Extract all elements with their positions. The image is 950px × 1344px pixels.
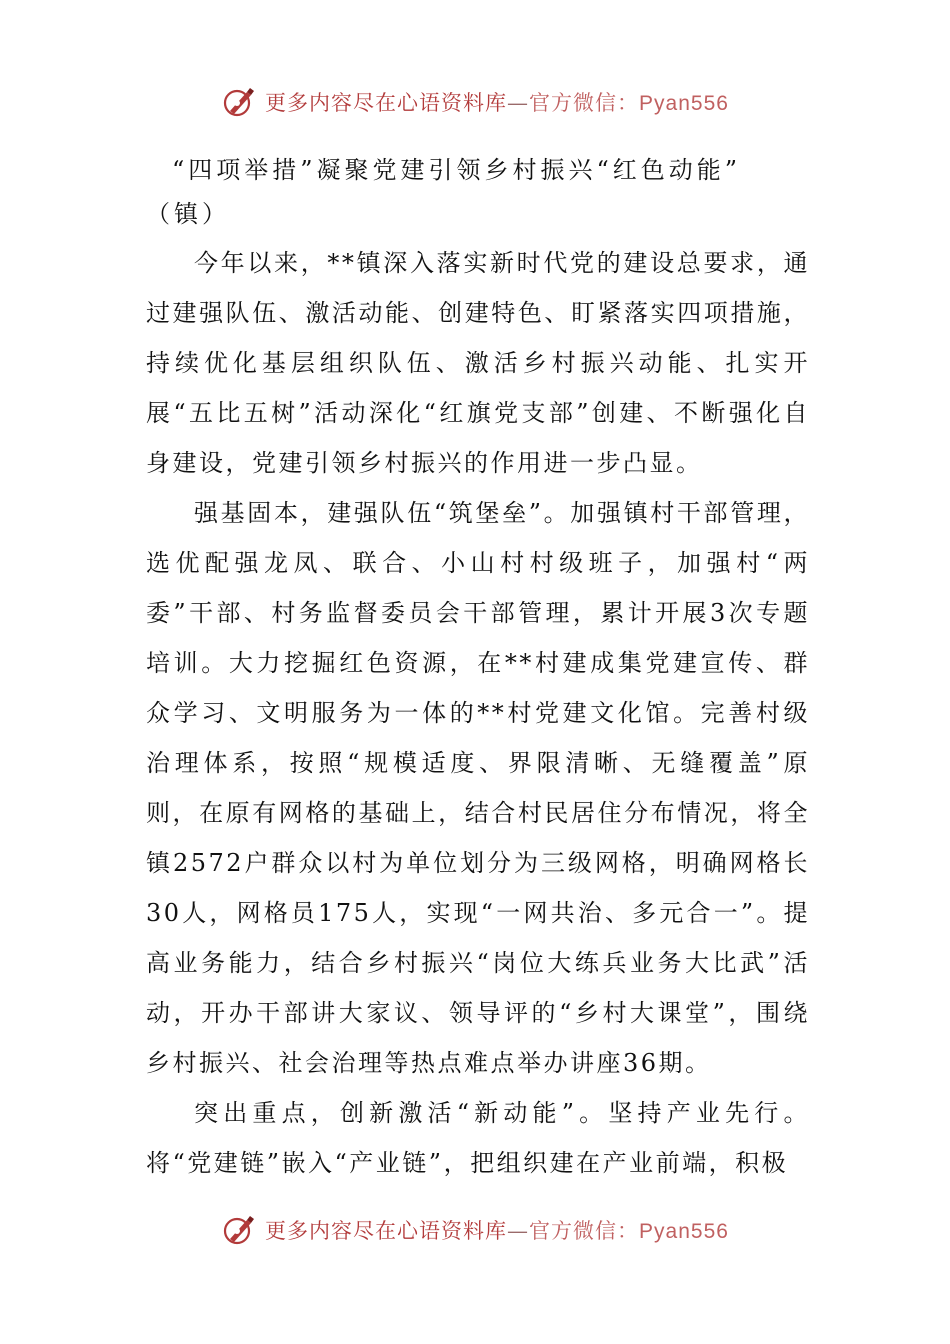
watermark-separator: — (507, 1219, 530, 1243)
watermark-wechat-id: Pyan556 (639, 92, 729, 115)
pen-circle-logo-icon (221, 84, 257, 120)
watermark-text (265, 1215, 729, 1245)
title-text: “四项举措”凝聚党建引领乡村振兴“红色动能” (172, 156, 742, 184)
watermark-wechat-id: Pyan556 (639, 1220, 729, 1243)
pen-circle-logo-icon (221, 1212, 257, 1248)
footer-watermark (0, 1210, 950, 1250)
watermark-separator: — (507, 91, 530, 115)
title-subtitle: （镇） (146, 200, 230, 228)
document-body (146, 148, 810, 1188)
document-title (146, 148, 810, 236)
watermark-wechat-label: 官方微信： (529, 1219, 640, 1243)
watermark-main: 更多内容尽在心语资料库 (265, 1219, 508, 1243)
watermark-main: 更多内容尽在心语资料库 (265, 91, 508, 115)
paragraph: 突出重点，创新激活“新动能”。坚持产业先行。将“党建链”嵌入“产业链”，把组织建在产业前端，积极 (146, 1099, 810, 1177)
watermark-text (265, 87, 729, 117)
watermark-wechat-label: 官方微信： (529, 91, 640, 115)
paragraph: 今年以来，**镇深入落实新时代党的建设总要求，通过建强队伍、激活动能、创建特色、盯紧落实四项措施，持续优化基层组织队伍、激活乡村振兴动能、扎实开展“五比五树”活动深化“红旗党支部”创建、不断强化自身建设，党建引领乡村振兴的作用进一步凸显。 (146, 249, 810, 477)
paragraph: 强基固本，建强队伍“筑堡垒”。加强镇村干部管理，选优配强龙凤、联合、小山村村级班子，加强村“两委”干部、村务监督委员会干部管理，累计开展3次专题培训。大力挖掘红色资源，在**村建成集党建宣传、群众学习、文明服务为一体的**村党建文化馆。完善村级治理体系，按照“规模适度、界限清晰、无缝覆盖”原则，在原有网格的基础上，结合村民居住分布情况，将全镇2572户群众以村为单位划分为三级网格，明确网格长30人，网格员175人，实现“一网共治、多元合一”。提高业务能力，结合乡村振兴“岗位大练兵业务大比武”活动，开办干部讲大家议、领导评的“乡村大课堂”，围绕乡村振兴、社会治理等热点难点举办讲座36期。 (146, 499, 810, 1077)
header-watermark (0, 82, 950, 122)
